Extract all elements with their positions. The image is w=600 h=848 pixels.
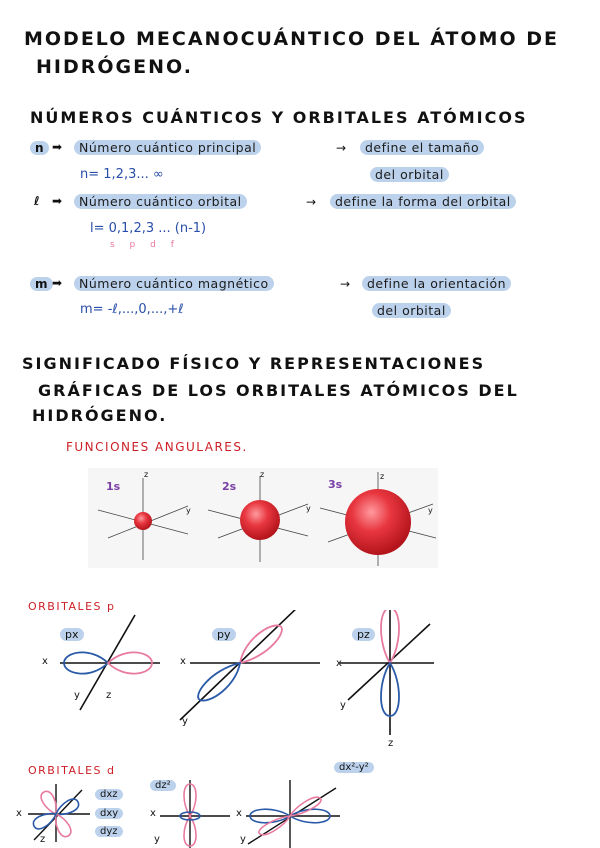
label-py: py xyxy=(212,628,236,641)
symbol-l: ℓ xyxy=(34,194,40,208)
label-dx2-y2: dx²-y² xyxy=(334,762,374,773)
orbitales-p-heading: ORBITALES p xyxy=(28,600,116,613)
orbital-values: l= 0,1,2,3 ... (n-1) xyxy=(90,221,207,236)
right-arrow-icon: ➡ xyxy=(52,140,63,154)
orbital-dxy-clover xyxy=(28,784,90,842)
label-1s: 1s xyxy=(106,480,121,493)
axis-x-pz: x xyxy=(336,658,342,669)
orbital-py xyxy=(180,610,320,720)
axis-y-pz: y xyxy=(340,700,346,711)
axis-x-dx2y2: x xyxy=(236,808,242,819)
principal-defines: define el tamaño xyxy=(360,140,484,155)
axis-z-pz: z xyxy=(388,738,394,749)
axis-x-dz2: x xyxy=(150,808,156,819)
right-arrow-icon: ➡ xyxy=(52,194,63,208)
axis-z-2s: z xyxy=(260,470,265,479)
orbital-defines: define la forma del orbital xyxy=(330,194,516,209)
magnetic-defines-2: del orbital xyxy=(372,303,451,318)
section-heading-line1: SIGNIFICADO FÍSICO Y REPRESENTACIONES xyxy=(22,354,486,373)
label-2s: 2s xyxy=(222,480,237,493)
s-orbitals-figure xyxy=(88,468,438,568)
page-title-line2: HIDRÓGENO. xyxy=(36,56,193,78)
axis-z-px: z xyxy=(106,690,112,701)
arrow-icon: → xyxy=(306,195,317,209)
section-heading-line2: GRÁFICAS DE LOS ORBITALES ATÓMICOS DEL xyxy=(38,381,519,400)
page-title: MODELO MECANOCUÁNTICO DEL ÁTOMO DE xyxy=(24,28,559,50)
orbitales-d-heading: ORBITALES d xyxy=(28,764,116,777)
label-dxz: dxz xyxy=(95,789,123,800)
orbital-letters: s p d f xyxy=(110,240,180,250)
section-heading-quantum-numbers: NÚMEROS CUÁNTICOS Y ORBITALES ATÓMICOS xyxy=(30,108,528,127)
axis-z-1s: z xyxy=(144,470,149,479)
axis-x-d: x xyxy=(16,808,22,819)
axis-y-dx2y2: y xyxy=(240,834,246,845)
orbital-quantum-number-label: Número cuántico orbital xyxy=(74,194,247,209)
arrow-icon: → xyxy=(336,141,347,155)
axis-x-py: x xyxy=(180,656,186,667)
label-dz2: dz² xyxy=(150,780,176,791)
axis-z-d: z xyxy=(40,834,46,845)
magnetic-defines: define la orientación xyxy=(362,276,511,291)
axis-y-dz2: y xyxy=(154,834,160,845)
label-dxy: dxy xyxy=(95,808,123,819)
magnetic-values: m= -ℓ,...,0,...,+ℓ xyxy=(80,302,184,317)
axis-y-px: y xyxy=(74,690,80,701)
right-arrow-icon: ➡ xyxy=(52,276,63,290)
axis-y-1s: y xyxy=(186,506,191,515)
magnetic-quantum-number-label: Número cuántico magnético xyxy=(74,276,274,291)
label-pz: pz xyxy=(352,628,375,641)
principal-defines-2: del orbital xyxy=(370,167,449,182)
axis-y-3s: y xyxy=(428,506,433,515)
label-px: px xyxy=(60,628,84,641)
funciones-angulares-heading: FUNCIONES ANGULARES. xyxy=(66,440,248,454)
label-3s: 3s xyxy=(328,478,343,491)
axis-x-px: x xyxy=(42,656,48,667)
principal-quantum-number-label: Número cuántico principal xyxy=(74,140,261,155)
axis-y-2s: y xyxy=(306,504,311,513)
label-dyz: dyz xyxy=(95,826,123,837)
section-heading-line3: HIDRÓGENO. xyxy=(32,406,168,425)
principal-values: n= 1,2,3... ∞ xyxy=(80,167,164,182)
axis-y-py: y xyxy=(182,716,188,727)
arrow-icon: → xyxy=(340,277,351,291)
symbol-m: m xyxy=(30,277,53,291)
axis-z-3s: z xyxy=(380,472,385,481)
symbol-n: n xyxy=(30,141,49,155)
p-orbitals-figure xyxy=(30,610,590,750)
orbital-dx2-y2 xyxy=(246,780,340,848)
